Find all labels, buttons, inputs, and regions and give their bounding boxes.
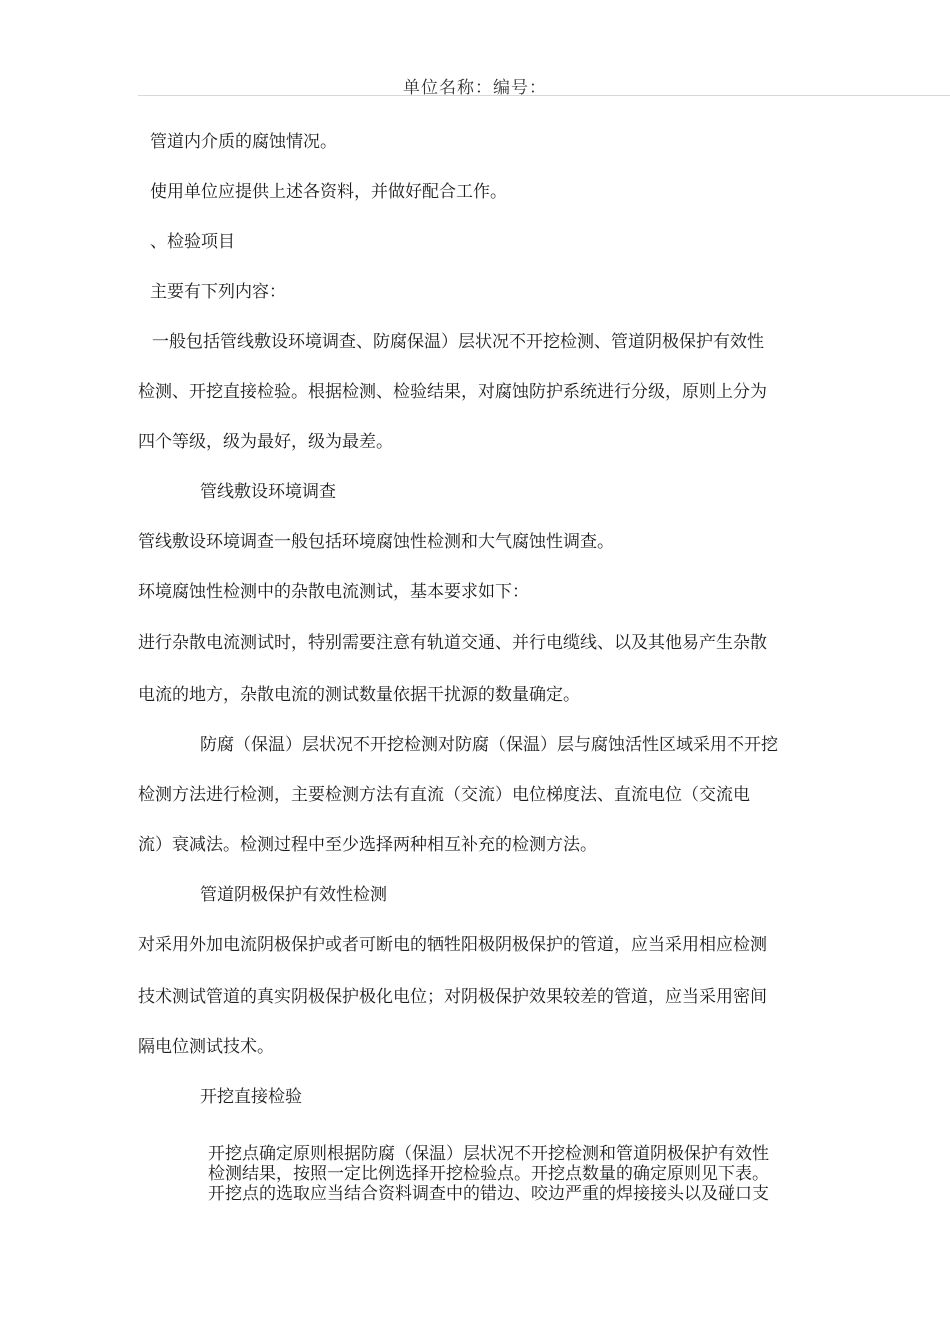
paragraph-line: 开挖点的选取应当结合资料调查中的错边、咬边严重的焊接接头以及碰口支 <box>208 1184 769 1204</box>
paragraph-line: 电流的地方，杂散电流的测试数量依据干扰源的数量确定。 <box>138 685 580 705</box>
paragraph-line: 隔电位测试技术。 <box>138 1037 274 1057</box>
paragraph-line: 管线敷设环境调查一般包括环境腐蚀性检测和大气腐蚀性调查。 <box>138 532 614 552</box>
subsection-heading: 管道阴极保护有效性检测 <box>200 885 387 905</box>
subsection-heading: 开挖直接检验 <box>200 1087 302 1107</box>
paragraph-line: 主要有下列内容： <box>150 282 286 302</box>
paragraph-line: 开挖点确定原则根据防腐（保温）层状况不开挖检测和管道阴极保护有效性 <box>208 1144 769 1164</box>
subsection-heading: 管线敷设环境调查 <box>200 482 336 502</box>
paragraph-line: 管道内介质的腐蚀情况。 <box>150 132 337 152</box>
paragraph-line: 检测结果，按照一定比例选择开挖检验点。开挖点数量的确定原则见下表。 <box>208 1164 769 1184</box>
paragraph-line: 防腐（保温）层状况不开挖检测对防腐（保温）层与腐蚀活性区域采用不开挖 <box>200 735 778 755</box>
paragraph-line: 对采用外加电流阴极保护或者可断电的牺牲阳极阴极保护的管道，应当采用相应检测 <box>138 935 767 955</box>
paragraph-line: 环境腐蚀性检测中的杂散电流测试，基本要求如下： <box>138 582 529 602</box>
paragraph-line: 使用单位应提供上述各资料，并做好配合工作。 <box>150 182 507 202</box>
paragraph-line: 一般包括管线敷设环境调查、防腐保温）层状况不开挖检测、管道阴极保护有效性 <box>152 332 764 352</box>
paragraph-line: 进行杂散电流测试时，特别需要注意有轨道交通、并行电缆线、以及其他易产生杂散 <box>138 633 767 653</box>
page-header-title: 单位名称：编号： <box>403 78 547 98</box>
section-heading: 、检验项目 <box>150 232 235 252</box>
excavation-paragraph <box>208 1144 769 1204</box>
paragraph-line: 检测、开挖直接检验。根据检测、检验结果，对腐蚀防护系统进行分级，原则上分为 <box>138 382 767 402</box>
paragraph-line: 四个等级，级为最好，级为最差。 <box>138 432 393 452</box>
header-divider <box>138 95 950 96</box>
paragraph-line: 流）衰减法。检测过程中至少选择两种相互补充的检测方法。 <box>138 835 597 855</box>
paragraph-line: 技术测试管道的真实阴极保护极化电位；对阴极保护效果较差的管道，应当采用密间 <box>138 987 767 1007</box>
paragraph-line: 检测方法进行检测，主要检测方法有直流（交流）电位梯度法、直流电位（交流电 <box>138 785 750 805</box>
